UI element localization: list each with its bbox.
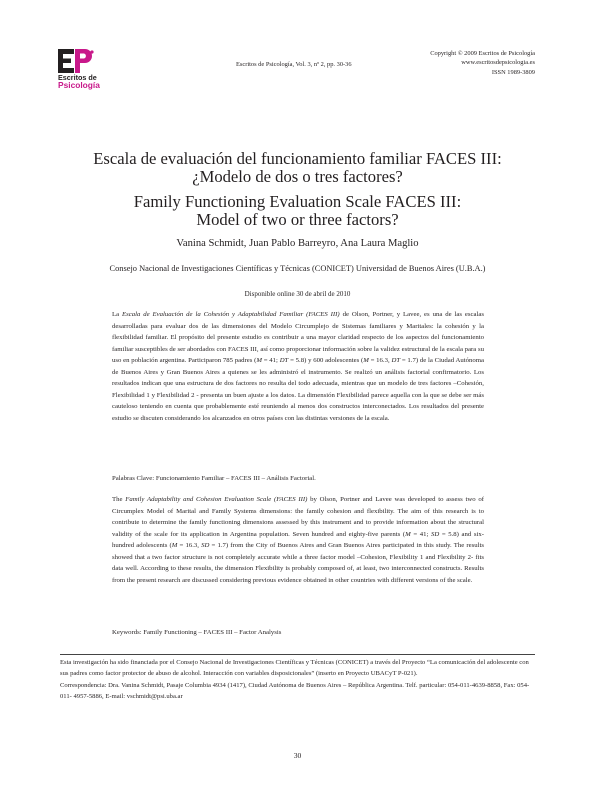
footnote-divider [60,654,535,655]
title-en-line2: Model of two or three factors? [196,210,399,229]
affiliation: Consejo Nacional de Investigaciones Científicas y Técnicas (CONICET) Universidad de Buenos Aires (U.B.A.) [109,264,486,273]
logo-text [58,74,100,89]
correspondence-note: Correspondencia: Dra. Vanina Schmidt, Pasaje Columbia 4934 (1417), Ciudad Autónoma de Buenos Aires – República Argentina. Telf. particular: 054-011-4639-8858, Fax: 054-011- 4957-5886, E-mail: vschmidt@psi.uba.ar [60,681,530,700]
abstract-english [112,494,484,586]
abs-es-text-1: La [112,311,123,318]
footnotes [60,657,535,702]
abs-es-text-3: = 41; [261,357,280,365]
keywords-spanish: Palabras Clave: Funcionamiento Familiar – FACES III – Análisis Factorial. [112,475,316,482]
journal-info [430,49,535,77]
journal-citation: Escritos de Psicología, Vol. 3, nº 2, pp. 30-36 [236,61,352,68]
abs-es-dt1: DT [279,357,289,365]
title-es-line1: Escala de evaluación del funcionamiento familiar FACES III: [93,149,502,168]
abs-es-dt2: DT [391,357,401,365]
abs-en-text-6: = 1.7) from the City of Buenos Aires and Gran Buenos Aires participated in this study. The results showed that a two factor structure is not completely accurate while a three factor model –Cohesion, Flexibility 1 and Flexibility 2- fits data well. According to these results, the dimension Flexibility is probably composed of, at least, two interconnected constructs. Results from the present research are discussed considering previous evidence obtained in other countries with different versions of the scale. [112,542,484,584]
title-spanish [60,150,535,186]
abs-en-sd1: SD [431,530,440,538]
abs-en-text-5: = 16.3, [177,542,202,550]
abstract-en-paragraph [112,494,484,586]
abs-en-text-3: = 41; [410,530,431,538]
page-number: 30 [293,751,302,760]
abs-en-scale-name: Family Adaptability and Cohesion Evaluation Scale (FACES III) [125,496,308,503]
abs-en-sd2: SD [201,542,210,550]
title-english [60,193,535,229]
abs-en-text-1: The [112,496,126,503]
abs-es-text-4: = 5.8) y 600 adolescentes ( [288,357,364,365]
abs-es-text-5: = 16.3, [368,357,392,365]
abs-es-scale-name: Escala de Evaluación de la Cohesión y Adaptabilidad Familiar (FACES III) [122,311,340,318]
abs-es-m2: M [363,357,369,365]
abs-es-text-2: de Olson, Portner, y Lavee, es una de las escalas desarrolladas para evaluar dos de las dimensiones del Modelo Circumplejo de Sistemas familiares y Maritales: la cohesión y la flexibilidad familiar. El propósito del presente estudio es contribuir a una mayor claridad respecto de los aspectos del funcionamiento familiar susceptibles de ser abordados con FACES III, así como proporcionar información sobre la validez estructural de la escala para su uso en población argentina. Participaron 785 padres ( [112,311,484,365]
keywords-english: Keywords: Family Functioning – FACES III – Factor Analysis [112,629,282,636]
authors: Vanina Schmidt, Juan Pablo Barreyro, Ana Laura Maglio [176,238,419,249]
title-en-line1: Family Functioning Evaluation Scale FACES III: [133,192,462,211]
abstract-spanish [112,309,484,424]
funding-note: Esta investigación ha sido financiada por el Consejo Nacional de Investigaciones Científicas y Técnicas (CONICET) a través del Proyecto “La comunicación del adolescente con sus padres como factor protector de abuso de alcohol. Interacción con variables disposicionales” (inserto en Proyecto UBACyT P-021). [60,659,529,678]
issn-line: ISSN 1989-3809 [491,68,535,76]
online-date: Disponible online 30 de abril de 2010 [244,290,351,298]
title-es-line2: ¿Modelo de dos o tres factores? [192,167,403,186]
logo-line2: Psicología [58,79,100,90]
abstract-es-paragraph [112,309,484,424]
journal-website-link[interactable]: www.escritosdepsicologia.es [461,59,535,67]
abs-en-text-2: by Olson, Portner and Lavee was developed to assess two of Circumplex Model of Marital and Family Systems dimensions: the family cohesion and flexibility. The aim of this research is to contribute to determine the family functioning dimensions assessed by this instrument and to provide information about the structural validity of the scale for its application in Argentina population. Seven hundred and eighty-five parents ( [112,496,484,538]
copyright-line: Copyright © 2009 Escritos de Psicología [430,50,535,57]
abs-es-m1: M [256,357,262,365]
abs-en-m1: M [405,530,411,538]
abs-en-text-4: = 5.8) and six-hundred adolescents ( [112,530,484,550]
logo-line1: Escritos de [58,73,97,82]
abs-en-m2: M [171,542,178,550]
abs-es-text-6: = 1.7) de la Ciudad Autónoma de Buenos Aires y Gran Buenos Aires a quienes se les administró el instrumento. Se realizó un análisis factorial confirmatorio. Los resultados indican que una estructura de dos factores no resulta del todo adecuada, mientras que un modelo de tres factores –Cohesión, Flexibilidad 1 y Flexibilidad 2 - presenta un buen ajuste a los datos. La dimensión Flexibilidad parece aquella con la que se debe ser más cauteloso teniendo en cuenta que probablemente esté reuniendo al menos dos constructos interconectados. Los resultados del presente estudio se discuten considerando los alcanzados en otros países con las distintas versiones de la escala. [112,357,485,422]
